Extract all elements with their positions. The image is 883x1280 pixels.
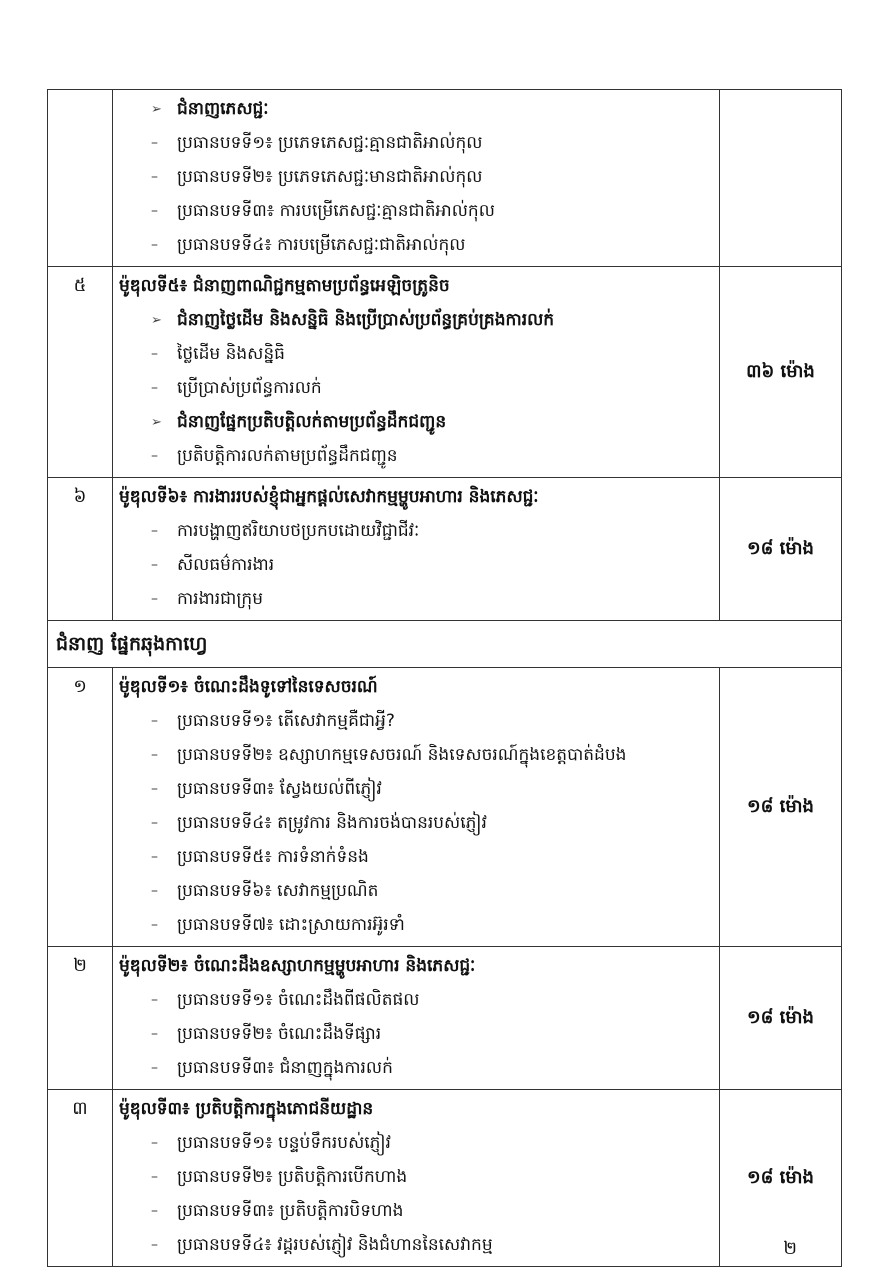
module-title: ម៉ូឌុលទី១៖ ចំណេះដឹងទូទៅនៃទេសចរណ៍ (119, 677, 378, 697)
item-text: ប្រធានបទទី១៖ តើសេវាកម្មគឺជាអ្វី? (177, 711, 395, 731)
module-hours: ១៨ ម៉ោង (720, 478, 842, 621)
module-content (113, 90, 720, 267)
dash-bullet-icon: – (151, 1060, 158, 1076)
item-text: ថ្លៃដើម និងសន្និធិ (177, 344, 285, 364)
module-row (48, 90, 842, 267)
item-text: ប្រធានបទទី១៖ ប្រភេទភេសជ្ជៈគ្មានជាតិអាល់កុល (177, 133, 483, 153)
item-text: សីលធម៌ការងារ (177, 555, 275, 575)
dash-bullet-icon: – (151, 448, 158, 464)
dash-bullet-icon: – (151, 135, 158, 151)
dash-bullet-icon: – (151, 380, 158, 396)
module-title: ម៉ូឌុលទី២៖ ចំណេះដឹងឧស្សាហកម្មម្ហូបអាហារ និងភេសជ្ជៈ (119, 956, 476, 976)
row-number: ៣ (48, 1090, 113, 1267)
module-title: ម៉ូឌុលទី៦៖ ការងាររបស់ខ្ញុំជាអ្នកផ្តល់សេវាកម្មម្ហូបអាហារ និងភេសជ្ជៈ (119, 487, 539, 507)
curriculum-table (47, 89, 842, 1267)
arrow-bullet-icon: ➢ (151, 313, 162, 328)
list-item (119, 908, 715, 942)
list-item (119, 1126, 715, 1160)
dash-bullet-icon: – (151, 781, 158, 797)
list-item (119, 228, 715, 262)
dash-bullet-icon: – (151, 1237, 158, 1253)
item-text: ប្រធានបទទី២៖ ប្រតិបត្តិការបើកហាង (177, 1167, 408, 1187)
section-title: ជំនាញ ផ្នែកឆុងកាហ្វេ (48, 621, 842, 668)
dash-bullet-icon: – (151, 713, 158, 729)
list-item (119, 160, 715, 194)
dash-bullet-icon: – (151, 169, 158, 185)
item-text: ប្រើប្រាស់ប្រព័ន្ធការលក់ (177, 378, 322, 398)
module-row (48, 668, 842, 947)
list-item (119, 738, 715, 772)
list-item (119, 582, 715, 616)
list-item (119, 1051, 715, 1085)
module-content (113, 947, 720, 1090)
list-item (119, 514, 715, 548)
dash-bullet-icon: – (151, 591, 158, 607)
list-item (119, 704, 715, 738)
section-row (48, 621, 842, 668)
dash-bullet-icon: – (151, 1203, 158, 1219)
row-number: ៦ (48, 478, 113, 621)
item-text: ប្រធានបទទី១៖ បន្ទប់ទឹករបស់ភ្ញៀវ (177, 1133, 391, 1153)
module-content (113, 267, 720, 478)
item-text: ជំនាញភេសជ្ជៈ (177, 99, 269, 119)
dash-bullet-icon: – (151, 815, 158, 831)
dash-bullet-icon: – (151, 557, 158, 573)
list-item (119, 840, 715, 874)
module-row (48, 947, 842, 1090)
dash-bullet-icon: – (151, 1135, 158, 1151)
item-text: ប្រធានបទទី៤៖ វដ្តរបស់ភ្ញៀវ និងជំហាននៃសេវាកម្ម (177, 1235, 493, 1255)
list-item (119, 126, 715, 160)
module-row (48, 478, 842, 621)
item-text: ប្រធានបទទី៦៖ សេវាកម្មប្រណិត (177, 881, 379, 901)
module-title: ម៉ូឌុលទី៣៖ ប្រតិបត្តិការក្នុងភោជនីយដ្ឋាន (119, 1099, 374, 1119)
dash-bullet-icon: – (151, 203, 158, 219)
list-item (119, 772, 715, 806)
module-title: ម៉ូឌុលទី៥៖ ជំនាញពាណិជ្ជកម្មតាមប្រព័ន្ធអេឡិចត្រូនិច (119, 276, 450, 296)
list-item (119, 405, 715, 439)
dash-bullet-icon: – (151, 992, 158, 1008)
list-item (119, 806, 715, 840)
list-item (119, 1228, 715, 1262)
item-text: ជំនាញផ្នែកប្រតិបត្តិលក់តាមប្រព័ន្ធដឹកជញ្ជូន (177, 412, 447, 432)
item-text: ប្រធានបទទី៣៖ ជំនាញក្នុងការលក់ (177, 1058, 393, 1078)
item-text: ប្រធានបទទី២៖ ចំណេះដឹងទីផ្សារ (177, 1024, 382, 1044)
module-hours: ១៨ ម៉ោង (720, 947, 842, 1090)
item-text: ប្រធានបទទី១៖ ចំណេះដឹងពីផលិតផល (177, 990, 420, 1010)
module-hours: ១៨ ម៉ោង (720, 668, 842, 947)
item-text: ប្រធានបទទី៥៖ ការទំនាក់ទំនង (177, 847, 369, 867)
item-text: ប្រធានបទទី៤៖ ការបម្រើភេសជ្ជៈជាតិអាល់កុល (177, 235, 466, 255)
module-row (48, 267, 842, 478)
module-hours: ១៨ ម៉ោង (720, 1090, 842, 1267)
dash-bullet-icon: – (151, 1026, 158, 1042)
item-text: ប្រធានបទទី៣៖ ស្វែងយល់ពីភ្ញៀវ (177, 779, 382, 799)
module-content (113, 1090, 720, 1267)
item-text: ប្រតិបត្តិការលក់តាមប្រព័ន្ធដឹកជញ្ជូន (177, 446, 398, 466)
item-text: ប្រធានបទទី៤៖ តម្រូវការ និងការចង់បានរបស់ភ្ញៀវ (177, 813, 487, 833)
dash-bullet-icon: – (151, 237, 158, 253)
item-text: ប្រធានបទទី៣៖ ការបម្រើភេសជ្ជៈគ្មានជាតិអាល់កុល (177, 201, 495, 221)
list-item (119, 439, 715, 473)
item-text: ជំនាញថ្លៃដើម និងសន្និធិ និងប្រើប្រាស់ប្រព័ន្ធគ្រប់គ្រងការលក់ (177, 310, 555, 330)
item-text: ការងារជាក្រុម (177, 589, 263, 609)
list-item (119, 337, 715, 371)
row-number (48, 90, 113, 267)
page-number: ២ (783, 1238, 797, 1259)
arrow-bullet-icon: ➢ (151, 102, 162, 117)
dash-bullet-icon: – (151, 883, 158, 899)
list-item (119, 1194, 715, 1228)
list-item (119, 92, 715, 126)
list-item (119, 548, 715, 582)
module-content (113, 478, 720, 621)
module-hours (720, 90, 842, 267)
row-number: ១ (48, 668, 113, 947)
row-number: ២ (48, 947, 113, 1090)
list-item (119, 1160, 715, 1194)
list-item (119, 194, 715, 228)
list-item (119, 874, 715, 908)
dash-bullet-icon: – (151, 523, 158, 539)
item-text: ប្រធានបទទី៣៖ ប្រតិបត្តិការបិទហាង (177, 1201, 404, 1221)
list-item (119, 303, 715, 337)
arrow-bullet-icon: ➢ (151, 415, 162, 430)
item-text: ប្រធានបទទី២៖ ឧស្សាហកម្មទេសចរណ៍ និងទេសចរណ៍ក្នុងខេត្តបាត់ដំបង (177, 745, 627, 765)
dash-bullet-icon: – (151, 849, 158, 865)
module-row (48, 1090, 842, 1267)
row-number: ៥ (48, 267, 113, 478)
item-text: ការបង្ហាញឥរិយាបថប្រកបដោយវិជ្ជាជីវៈ (177, 521, 420, 541)
list-item (119, 1017, 715, 1051)
dash-bullet-icon: – (151, 1169, 158, 1185)
dash-bullet-icon: – (151, 917, 158, 933)
list-item (119, 371, 715, 405)
table-body (48, 90, 842, 1267)
dash-bullet-icon: – (151, 747, 158, 763)
dash-bullet-icon: – (151, 346, 158, 362)
module-hours: ៣៦ ម៉ោង (720, 267, 842, 478)
list-item (119, 983, 715, 1017)
item-text: ប្រធានបទទី៧៖ ដោះស្រាយការអ៊ូរទាំ (177, 915, 405, 935)
item-text: ប្រធានបទទី២៖ ប្រភេទភេសជ្ជៈមានជាតិអាល់កុល (177, 167, 483, 187)
module-content (113, 668, 720, 947)
